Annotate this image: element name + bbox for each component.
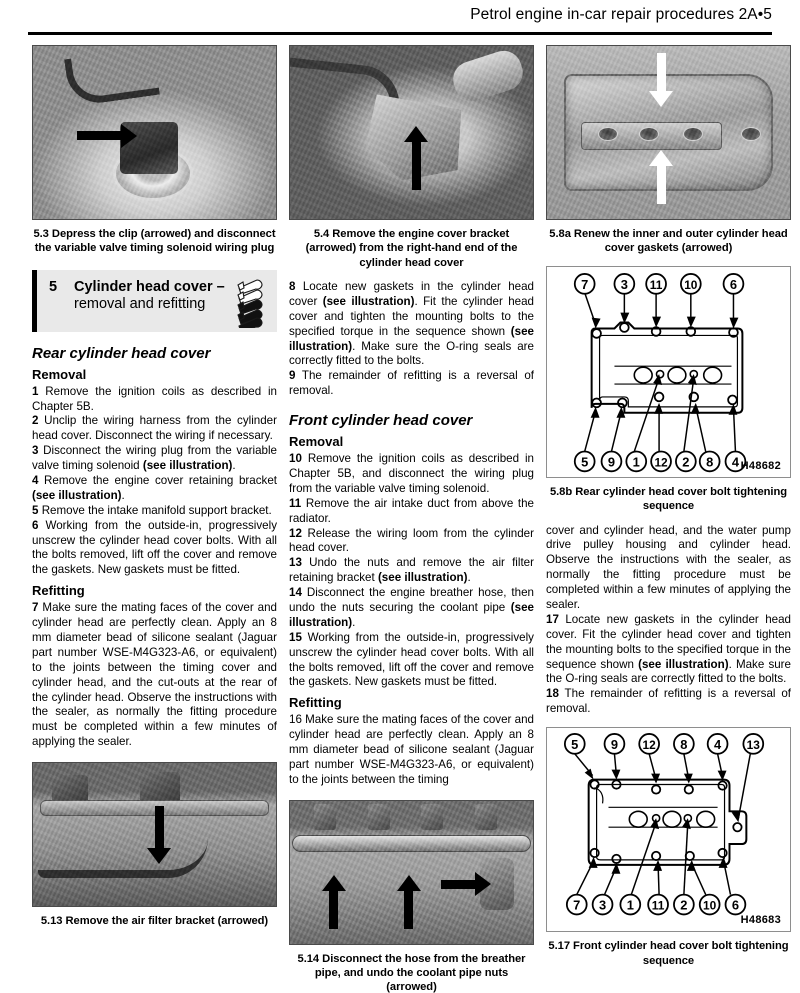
front-bolt-sequence-drawing [547,728,790,931]
bolt-label: 11 [649,277,663,292]
bolt-label: 9 [607,454,616,470]
bolt-label: 1 [626,897,634,913]
step-number: 11 [289,496,302,510]
step-number: 3 [32,444,39,458]
step-number: 18 [546,687,559,701]
step-text: Make sure the mating faces of the cover and cylinder head are perfectly clean. Apply an 8 mm diameter bead of silicone sealant (Jaguar part number WSE-M4G323-A6, or equivalent) to the joints between the timing cover and cylinder head, and the cut-outs at the rear of the cylinder head. Observe the instructions with the sealer, as normally the fitting procedure must be completed within a few minutes of applying the sealer. [32,601,277,749]
annotation-arrow-down-icon [147,806,171,864]
bolt-label: 6 [729,276,738,292]
step-number: 2 [32,414,39,428]
see-illustration-ref: (see illustration) [638,657,729,671]
step-number: 12 [289,526,302,540]
step-number: 13 [289,556,302,570]
see-illustration-ref: (see illustration) [322,294,415,308]
figure-5-3-caption: 5.3 Depress the clip (arrowed) and disconnect the variable valve timing solenoid wiring plug [33,228,276,255]
bolt-label: 12 [642,737,656,752]
step-text: Unclip the wiring harness from the cylinder head cover. Disconnect the wiring if necessary. [32,414,277,443]
step-text: Remove the ignition coils as described in Chapter 5B, and disconnect the wiring plug from the variable valve timing solenoid. [289,452,534,495]
bolt-label: 4 [731,454,740,470]
see-illustration-ref: (see illustration) [377,571,468,585]
step-7 [32,601,277,750]
figure-5-8b-caption: 5.8b Rear cylinder head cover bolt tightening sequence [549,485,788,513]
bolt-label: 8 [680,736,688,752]
step-18 [546,687,791,717]
step-text: Working from the outside-in, progressively unscrew the cylinder head cover bolts. With all the bolts removed, lift off the cover and remove the gaskets. New gaskets must be fitted. [289,630,534,689]
column-right [546,45,791,968]
section-subtitle: removal and refitting [74,296,206,313]
figure-5-8b-diagram [546,266,791,478]
figure-5-8a-photo [546,45,791,220]
see-illustration-ref: (see illustration) [289,324,534,353]
bolt-label: 7 [581,276,589,292]
step-16: 16 Make sure the mating faces of the cover and cylinder head are perfectly clean. Apply an 8 mm diameter bead of silicone sealant (Jaguar part number WSE-M4G323-A6, or equivalent) to the joints between the timing [289,713,534,786]
page-header [0,0,800,36]
step-3: 3 Disconnect the wiring plug from the variable valve timing solenoid (see illustration). [32,444,277,473]
annotation-arrow-up-icon [397,875,421,929]
front-removal-heading: Removal [289,434,344,450]
bolt-label: 2 [680,897,688,913]
step-17: 17 Locate new gaskets in the cylinder head cover. Fit the cylinder head cover and tighten the mounting bolts to the specified torque in the sequence shown (see illustration). Make sure the O-ring seals are correctly fitted to the bolts. [546,612,791,686]
figure-5-14-caption: 5.14 Disconnect the hose from the breather pipe, and undo the coolant pipe nuts (arrowed) [297,952,526,993]
figure-5-14-photo [289,800,534,945]
bolt-label: 10 [703,898,717,913]
step-text: Release the wiring loom from the cylinder head cover. [289,526,534,555]
bolt-label: 12 [654,455,668,470]
step-number: 6 [32,518,39,532]
step-number: 17 [546,612,559,626]
see-illustration-ref: (see illustration) [142,459,233,473]
step-6 [32,519,277,579]
page-title: Petrol engine in-car repair procedures 2A•5 [470,6,772,23]
spanner-rating-icon [235,276,269,328]
step-text: The remainder of refitting is a reversal of removal. [289,369,534,398]
header-divider [28,32,772,35]
bolt-label: 3 [598,897,607,913]
diagram-code: H48683 [740,914,781,927]
section-number: 5 [49,278,58,295]
figure-5-17-diagram [546,727,791,932]
step-text: Remove the air intake duct from above the radiator. [289,496,534,525]
step-11 [289,497,534,527]
diagram-code: H48682 [740,459,781,472]
step-text: Remove the intake manifold support bracket. [41,503,272,517]
front-refitting-heading: Refitting [289,695,342,711]
figure-5-3-photo [32,45,277,220]
rear-bolt-sequence-drawing [547,267,790,477]
column-left [32,45,277,928]
step-number: 4 [32,474,39,487]
bolt-label: 4 [714,736,722,752]
step-number: 9 [289,369,296,383]
bolt-label: 11 [651,898,665,913]
bolt-label: 2 [682,454,690,470]
step-number: 1 [32,384,39,398]
annotation-arrow-down-icon [649,53,673,107]
bolt-label: 13 [746,737,760,752]
annotation-arrow-up-icon [649,150,673,204]
step-number: 14 [289,586,302,600]
step-number: 8 [289,279,296,293]
step-number: 7 [32,601,39,615]
step-number: 15 [289,630,302,644]
step-5 [32,504,277,519]
step-number: 5 [32,503,39,517]
step-text: Working from the outside-in, progressively unscrew the cylinder head cover bolts. With all the bolts removed, lift off the cover and remove the gaskets. New gaskets must be fitted. [32,518,277,577]
section-header-block [32,270,277,332]
annotation-arrow-up-icon [322,875,346,929]
bolt-label: 5 [571,736,579,752]
step-14: 14 Disconnect the engine breather hose, then undo the nuts securing the coolant pipe (see illustration). [289,586,534,629]
see-illustration-ref: (see illustration) [289,601,534,629]
step-4: 4 Remove the engine cover retaining bracket (see illustration). [32,474,277,502]
bolt-label: 1 [632,454,640,470]
see-illustration-ref: (see illustration) [32,488,122,502]
bolt-label: 3 [620,276,628,292]
step-13: 13 Undo the nuts and remove the air filter retaining bracket (see illustration). [289,556,534,585]
figure-5-4-caption: 5.4 Remove the engine cover bracket (arrowed) from the right-hand end of the cylinder head cover [305,228,518,269]
bolt-label: 8 [706,454,714,470]
step-number: 10 [289,452,302,466]
step-2 [32,414,277,444]
front-cover-heading: Front cylinder head cover [289,412,473,430]
annotation-arrow-right-icon [441,872,491,896]
section-title: Cylinder head cover – [74,278,225,295]
bolt-label: 10 [684,277,698,292]
figure-5-4-photo [289,45,534,220]
column-middle [289,45,534,993]
step-16-continued: cover and cylinder head, and the water pump drive pulley housing and cylinder head. Observe the instructions with the sealer, as normally the fitting procedure must be completed within a few minutes of applying the sealer. [546,523,791,612]
annotation-arrow-right-icon [77,124,137,148]
bolt-label: 5 [581,454,589,470]
figure-5-13-photo [32,762,277,907]
annotation-arrow-up-icon [404,126,428,190]
step-8: 8 Locate new gaskets in the cylinder head cover (see illustration). Fit the cylinder head cover and tighten the mounting bolts to the specified torque in the sequence shown (see illustration). Make sure the O-ring seals are correctly fitted to the bolts. [289,279,534,368]
rear-removal-heading: Removal [32,366,87,382]
step-text: Remove the ignition coils as described in Chapter 5B. [32,384,277,413]
bolt-label: 6 [731,897,740,913]
step-12 [289,527,534,557]
rear-cover-heading: Rear cylinder head cover [32,344,211,362]
figure-5-13-caption: 5.13 Remove the air filter bracket (arrowed) [40,915,269,928]
rear-refitting-heading: Refitting [32,583,85,599]
step-10 [289,452,534,497]
step-1 [32,385,277,415]
step-text: The remainder of refitting is a reversal of removal. [546,687,791,716]
step-15 [289,631,534,691]
step-9 [289,369,534,399]
bolt-label: 9 [610,736,619,752]
figure-5-8a-caption: 5.8a Renew the inner and outer cylinder head cover gaskets (arrowed) [549,228,788,255]
photo-grain [33,46,276,219]
figure-5-17-caption: 5.17 Front cylinder head cover bolt tightening sequence [548,940,789,967]
bolt-label: 7 [573,897,581,913]
